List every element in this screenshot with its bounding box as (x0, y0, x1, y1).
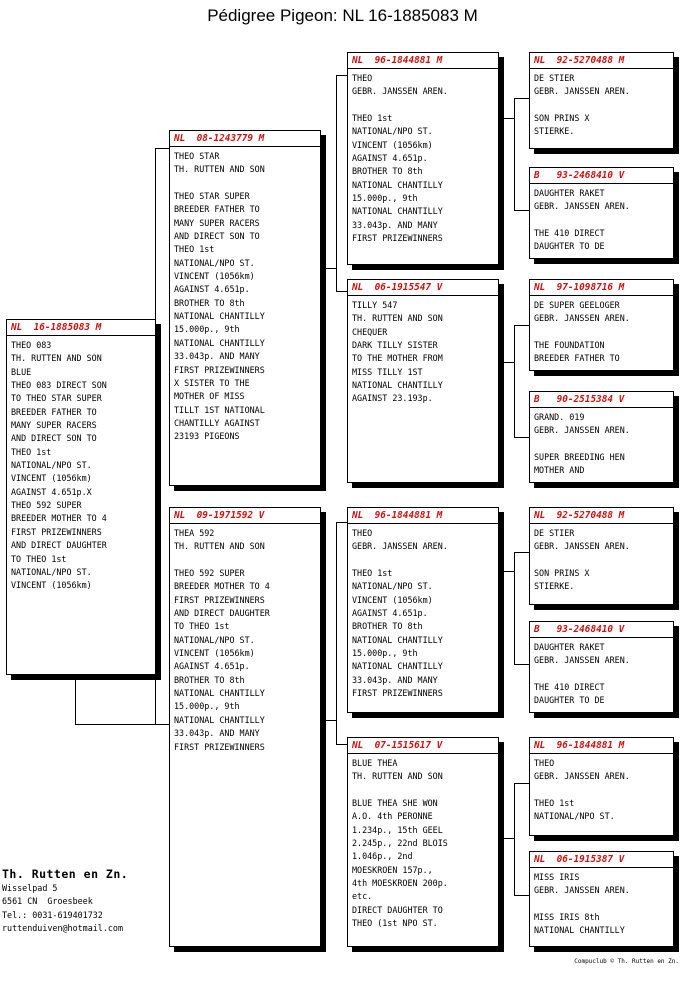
ring-number: NL 96-1844881 M (530, 740, 673, 754)
ring-number: B 90-2515384 V (530, 394, 673, 408)
pigeon-details: TILLY 547 TH. RUTTEN AND SON CHEQUER DARK TILLY SISTER TO THE MOTHER FROM MISS TILLY 1ST NATIONAL CHANTILLY AGAINST 23.193p. (352, 300, 443, 404)
connector-line (514, 98, 515, 210)
owner-city: 6561 CN Groesbeek (2, 896, 93, 907)
connector-line (514, 783, 515, 895)
connector-line (498, 571, 514, 572)
pigeon-details: THEO STAR TH. RUTTEN AND SON THEO STAR SUPER BREEDER FATHER TO MANY SUPER RACERS AND DIRECT SON TO THEO 1st NATIONAL/NPO ST. VINCENT (1056km) AGAINST 4.651p. BROTHER TO 8th NATIONAL CHANTILLY 15.000p., 9th NATIONAL CHANTILLY 33.043p. AND MANY FIRST PRIZEWINNERS X SISTER TO THE MOTHER OF MISS TILLT 1ST NATIONAL CHANTILLY AGAINST 23193 PIGEONS (174, 151, 265, 442)
connector-line (320, 268, 336, 269)
pedigree-card-dam-sire (347, 507, 499, 713)
pedigree-card-sire-sire (347, 52, 499, 265)
pedigree-card-sire (169, 130, 321, 486)
connector-line (514, 325, 515, 437)
pigeon-details: DE STIER GEBR. JANSSEN AREN. SON PRINS X STIERKE. (534, 73, 630, 137)
pigeon-details: THEO 083 TH. RUTTEN AND SON BLUE THEO 083 DIRECT SON TO THEO STAR SUPER BREEDER FATHER TO MANY SUPER RACERS AND DIRECT SON TO THEO 1st NATIONAL/NPO ST. VINCENT (1056km) AGAINST 4.651p.X THEO 592 SUPER BREEDER MOTHER TO 4 FIRST PRIZEWINNERS AND DIRECT DAUGHTER TO THEO 1st NATIONAL/NPO ST. VINCENT (1056km) (11, 340, 107, 591)
owner-email: ruttenduiven@hotmail.com (2, 923, 124, 934)
connector-line (75, 724, 171, 725)
pedigree-card-dam (169, 507, 321, 947)
owner-info (2, 866, 128, 936)
pigeon-details: GRAND. 019 GEBR. JANSSEN AREN. SUPER BREEDING HEN MOTHER AND (534, 412, 630, 476)
connector-line (514, 437, 530, 438)
pigeon-details: DE STIER GEBR. JANSSEN AREN. SON PRINS X STIERKE. (534, 528, 630, 592)
pedigree-card-subject (6, 319, 156, 675)
connector-line (514, 552, 530, 553)
copyright-footer: Compuclub © Th. Rutten en Zn. (574, 958, 679, 965)
ring-number: NL 96-1844881 M (348, 510, 498, 524)
connector-line (514, 895, 530, 896)
pigeon-details: BLUE THEA TH. RUTTEN AND SON BLUE THEA SHE WON A.O. 4th PERONNE 1.234p., 15th GEEL 2.245p., 22nd BLOIS 1.046p., 2nd MOESKROEN 157p., 4th MOESKROEN 200p. etc. DIRECT DAUGHTER TO THEO (1st NPO ST. (352, 758, 448, 929)
connector-line (336, 75, 337, 291)
connector-line (514, 783, 530, 784)
connector-line (514, 325, 530, 326)
connector-line (498, 118, 514, 119)
pigeon-details: THEO GEBR. JANSSEN AREN. THEO 1st NATIONAL/NPO ST. (534, 758, 630, 822)
connector-line (498, 362, 514, 363)
ring-number: NL 08-1243779 M (170, 133, 320, 147)
pigeon-details: THEO GEBR. JANSSEN AREN. THEO 1st NATIONAL/NPO ST. VINCENT (1056km) AGAINST 4.651p. BROTHER TO 8th NATIONAL CHANTILLY 15.000p., 9th NATIONAL CHANTILLY 33.043p. AND MANY FIRST PRIZEWINNERS (352, 73, 448, 244)
pedigree-card-sds (529, 279, 674, 371)
connector-line (336, 522, 337, 744)
pedigree-card-ssd (529, 167, 674, 259)
ring-number: NL 96-1844881 M (348, 55, 498, 69)
pigeon-details: THEA 592 TH. RUTTEN AND SON THEO 592 SUPER BREEDER MOTHER TO 4 FIRST PRIZEWINNERS AND DIRECT DAUGHTER TO THEO 1st NATIONAL/NPO ST. VINCENT (1056km) AGAINST 4.651p. BROTHER TO 8th NATIONAL CHANTILLY 15.000p., 9th NATIONAL CHANTILLY 33.043p. AND MANY FIRST PRIZEWINNERS (174, 528, 270, 752)
pedigree-card-dsd (529, 621, 674, 713)
pigeon-details: THEO GEBR. JANSSEN AREN. THEO 1st NATIONAL/NPO ST. VINCENT (1056km) AGAINST 4.651p. BROTHER TO 8th NATIONAL CHANTILLY 15.000p., 9th NATIONAL CHANTILLY 33.043p. AND MANY FIRST PRIZEWINNERS (352, 528, 448, 699)
ring-number: B 93-2468410 V (530, 624, 673, 638)
ring-number: NL 97-1098716 M (530, 282, 673, 296)
pedigree-card-dam-dam (347, 737, 499, 947)
owner-address: Wisselpad 5 (2, 883, 58, 893)
pigeon-details: DE SUPER GEELOGER GEBR. JANSSEN AREN. THE FOUNDATION BREEDER FATHER TO (534, 300, 630, 364)
pigeon-details: DAUGHTER RAKET GEBR. JANSSEN AREN. THE 410 DIRECT DAUGHTER TO DE (534, 642, 630, 706)
page-title: Pédigree Pigeon: NL 16-1885083 M (207, 6, 478, 25)
connector-line (514, 552, 515, 664)
connector-line (514, 210, 530, 211)
pedigree-card-dds (529, 737, 674, 836)
ring-number: NL 06-1915547 V (348, 282, 498, 296)
pedigree-card-sss (529, 52, 674, 149)
owner-name: Th. Rutten en Zn. (2, 867, 129, 881)
pigeon-details: MISS IRIS GEBR. JANSSEN AREN. MISS IRIS 8th NATIONAL CHANTILLY (534, 872, 630, 936)
pedigree-card-sire-dam (347, 279, 499, 483)
pigeon-details: DAUGHTER RAKET GEBR. JANSSEN AREN. THE 410 DIRECT DAUGHTER TO DE (534, 188, 630, 252)
connector-line (320, 720, 336, 721)
connector-line (514, 98, 530, 99)
pedigree-card-sdd (529, 391, 674, 483)
ring-number: NL 09-1971592 V (170, 510, 320, 524)
ring-number: NL 07-1515617 V (348, 740, 498, 754)
ring-number: B 93-2468410 V (530, 170, 673, 184)
pedigree-card-dss (529, 507, 674, 605)
connector-line (498, 838, 514, 839)
owner-phone: Tel.: 0031-619401732 (2, 909, 103, 920)
pedigree-card-ddd (529, 851, 674, 947)
connector-line (75, 675, 76, 724)
connector-line (514, 664, 530, 665)
ring-number: NL 92-5270488 M (530, 55, 673, 69)
ring-number: NL 06-1915387 V (530, 854, 673, 868)
ring-number: NL 16-1885083 M (7, 322, 155, 336)
ring-number: NL 92-5270488 M (530, 510, 673, 524)
